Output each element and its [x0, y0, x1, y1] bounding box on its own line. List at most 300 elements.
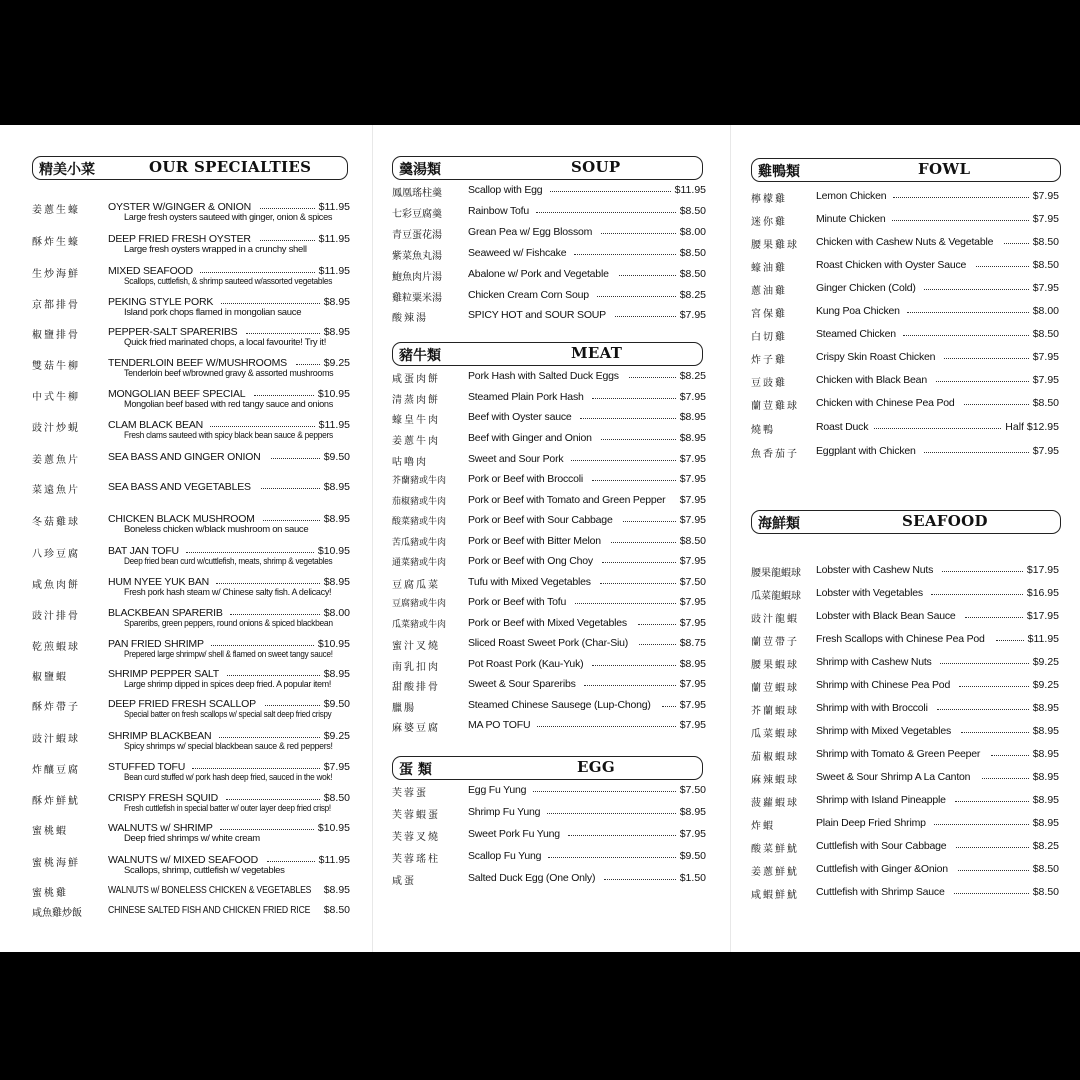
item-price: $7.95: [679, 309, 706, 321]
item-name: Pork or Beef with Sour Cabbage: [468, 514, 613, 526]
item-name: TENDERLOIN BEEF W/MUSHROOMS: [108, 357, 287, 369]
item-price: $8.50: [1032, 328, 1059, 340]
item-chinese-name: 酸菜鮮魷: [751, 844, 799, 855]
item-chinese-name: 芙蓉瑤柱: [392, 854, 440, 865]
leader-dots: [547, 813, 675, 814]
item-price: $7.95: [679, 617, 706, 629]
item-name: Pork or Beef with Broccoli: [468, 473, 584, 485]
item-name: Rainbow Tofu: [468, 205, 530, 217]
menu-item: [32, 233, 348, 253]
menu-item: [751, 679, 1061, 699]
item-description: Spicy shrimps w/ special blackbean sauce & red peppers!: [124, 741, 333, 752]
menu-item: [32, 545, 348, 565]
item-chinese-name: 豉汁龍蝦: [751, 614, 799, 625]
item-price: $9.25: [1032, 679, 1059, 691]
item-chinese-name: 咸蛋: [392, 876, 416, 887]
item-name: SPICY HOT and SOUR SOUP: [468, 309, 606, 321]
item-chinese-name: 雞粒粟米湯: [392, 293, 442, 304]
item-chinese-name: 椒鹽蝦: [32, 672, 68, 683]
item-name: PEKING STYLE PORK: [108, 296, 214, 308]
item-price: $8.95: [323, 326, 350, 338]
menu-item: [32, 326, 348, 346]
item-chinese-name: 蠔皇牛肉: [392, 415, 440, 426]
item-description: Fresh cuttlefish in special batter w/ outer layer deep fried crisp!: [124, 803, 331, 814]
item-chinese-name: 芙蓉叉燒: [392, 832, 440, 843]
item-name: Beef with Oyster sauce: [468, 411, 572, 423]
item-chinese-name: 酥炸帶子: [32, 702, 80, 713]
item-chinese-name: 豆腐豬或牛肉: [392, 599, 447, 609]
leader-dots: [961, 732, 1029, 733]
item-chinese-name: 紫菜魚丸湯: [392, 251, 442, 262]
item-price: $8.95: [1032, 702, 1059, 714]
item-price: $7.95: [679, 678, 706, 690]
menu-item: [751, 587, 1061, 607]
item-price: $8.95: [679, 411, 706, 423]
item-chinese-name: 蜜桃雞: [32, 888, 68, 899]
fold-line: [372, 125, 373, 952]
section-title: EGG: [577, 758, 615, 776]
item-chinese-name: 咸蝦鮮魷: [751, 890, 799, 901]
item-price: $8.95: [1032, 771, 1059, 783]
item-chinese-name: 豉汁蝦球: [32, 734, 80, 745]
item-price: $11.95: [318, 233, 350, 245]
item-name: SHRIMP PEPPER SALT: [108, 668, 219, 680]
menu-item: [32, 607, 348, 627]
item-name: Pork or Beef with Tofu: [468, 596, 567, 608]
leader-dots: [568, 835, 676, 836]
menu-item: [392, 784, 706, 804]
item-name: Steamed Chinese Sausege (Lup-Chong): [468, 699, 651, 711]
item-description: Scallops, cuttlefish, & shrimp sauteed w/assorted vegetables: [124, 276, 333, 287]
menu-section-specialties: [32, 125, 348, 952]
section-chinese-title: 羹湯類: [399, 162, 441, 178]
item-chinese-name: 清蒸肉餅: [392, 395, 440, 406]
leader-dots: [942, 571, 1023, 572]
leader-dots: [958, 870, 1029, 871]
item-chinese-name: 椒鹽排骨: [32, 330, 80, 341]
menu-item: [32, 296, 348, 316]
leader-dots: [982, 778, 1029, 779]
item-name: Shrimp with with Broccoli: [816, 702, 928, 714]
item-chinese-name: 麻辣蝦球: [751, 775, 799, 786]
leader-dots: [996, 640, 1024, 641]
item-chinese-name: 芥蘭豬或牛肉: [392, 476, 447, 486]
item-chinese-name: 炸釀豆腐: [32, 765, 80, 776]
item-description: Large fresh oysters sauteed with ginger, onion & spices: [124, 212, 333, 223]
item-name: BAT JAN TOFU: [108, 545, 179, 557]
menu-item: [32, 419, 348, 439]
item-name: CRISPY FRESH SQUID: [108, 792, 218, 804]
menu-item: [32, 761, 348, 781]
item-name: Chicken with Black Bean: [816, 374, 927, 386]
item-name: SHRIMP BLACKBEAN: [108, 730, 212, 742]
item-chinese-name: 雙菇牛柳: [32, 361, 80, 372]
item-price: $8.50: [679, 247, 706, 259]
item-chinese-name: 咕嚕肉: [392, 457, 428, 468]
item-price: $8.50: [323, 792, 350, 804]
item-chinese-name: 燒鴨: [751, 425, 775, 436]
item-chinese-name: 甜酸排骨: [392, 682, 440, 693]
item-chinese-name: 酥炸生蠔: [32, 237, 80, 248]
item-name: Cuttlefish with Sour Cabbage: [816, 840, 947, 852]
item-price: $7.95: [679, 596, 706, 608]
section-header-seafood: [751, 510, 1061, 534]
menu-item: [751, 817, 1061, 837]
menu-item: [32, 481, 348, 501]
item-name: Lemon Chicken: [816, 190, 887, 202]
item-chinese-name: 酸辣湯: [392, 313, 428, 324]
item-name: CHICKEN BLACK MUSHROOM: [108, 513, 255, 525]
menu-item: [751, 771, 1061, 791]
leader-dots: [221, 303, 320, 304]
item-name: Abalone w/ Pork and Vegetable: [468, 268, 609, 280]
leader-dots: [931, 594, 1022, 595]
item-price: $8.00: [323, 607, 350, 619]
item-description: Special batter on fresh scallops w/ special salt deep fried crispy: [124, 709, 332, 720]
leader-dots: [954, 893, 1029, 894]
item-name: Kung Poa Chicken: [816, 305, 900, 317]
item-name: Pork or Beef with Mixed Vegetables: [468, 617, 627, 629]
item-price: $9.50: [323, 698, 350, 710]
menu-item: [32, 822, 348, 842]
item-name: STUFFED TOFU: [108, 761, 186, 773]
item-chinese-name: 蜜汁叉燒: [392, 641, 440, 652]
menu-section-seafood: [751, 125, 1061, 952]
item-description: Fresh pork hash steam w/ Chinese salty fish. A delicacy!: [124, 587, 332, 598]
item-name: Shrimp with Island Pineapple: [816, 794, 946, 806]
item-chinese-name: 白切雞: [751, 332, 787, 343]
menu-item: [751, 702, 1061, 722]
item-price: $8.95: [323, 576, 350, 588]
item-name: Lobster with Vegetables: [816, 587, 923, 599]
item-price: $8.95: [679, 432, 706, 444]
item-chinese-name: 炸蝦: [751, 821, 775, 832]
item-description: Large shrimp dipped in spices deep fried. A popular item!: [124, 679, 332, 690]
item-chinese-name: 姜蔥鮮魷: [751, 867, 799, 878]
menu-item: [751, 564, 1061, 584]
item-name: Crispy Skin Roast Chicken: [816, 351, 936, 363]
item-name: Chicken with Cashew Nuts & Vegetable: [816, 236, 994, 248]
item-chinese-name: 蘭荳雞球: [751, 401, 799, 412]
item-chinese-name: 芙蓉蝦蛋: [392, 810, 440, 821]
item-description: Boneless chicken w/black mushroom on sauce: [124, 524, 309, 535]
menu-item: [392, 872, 706, 892]
item-description: Mongolian beef based with red tangy sauce and onions: [124, 399, 333, 410]
menu-item: [32, 668, 348, 688]
item-chinese-name: 豉汁炒蜆: [32, 423, 80, 434]
item-chinese-name: 蘭荳帶子: [751, 637, 799, 648]
item-chinese-name: 青豆蛋花湯: [392, 230, 442, 241]
leader-dots: [254, 395, 314, 396]
item-name: Chicken with Chinese Pea Pod: [816, 397, 955, 409]
item-name: Lobster with Cashew Nuts: [816, 564, 934, 576]
item-price: $7.95: [1032, 282, 1059, 294]
leader-dots: [260, 240, 315, 241]
item-price: $8.00: [679, 226, 706, 238]
item-name: Tufu with Mixed Vegetables: [468, 576, 591, 588]
leader-dots: [937, 709, 1029, 710]
item-price: $11.95: [318, 419, 350, 431]
item-price: $10.95: [317, 388, 350, 400]
item-chinese-name: 芙蓉蛋: [392, 788, 428, 799]
item-price: $10.95: [317, 822, 350, 834]
item-price: $9.25: [323, 357, 350, 369]
item-price: $8.95: [1032, 748, 1059, 760]
item-name: WALNUTS w/ BONELESS CHICKEN & VEGETABLES: [108, 884, 312, 896]
item-name: Ginger Chicken (Cold): [816, 282, 916, 294]
item-name: Lobster with Black Bean Sauce: [816, 610, 956, 622]
item-chinese-name: 腰果雞球: [751, 240, 799, 251]
item-price: $8.95: [323, 296, 350, 308]
menu-item: [32, 576, 348, 596]
item-price: $8.25: [1032, 840, 1059, 852]
item-price: $10.95: [317, 545, 350, 557]
item-name: Roast Duck: [816, 421, 869, 433]
item-name: Shrimp Fu Yung: [468, 806, 541, 818]
leader-dots: [246, 333, 320, 334]
item-chinese-name: 苦瓜豬或牛肉: [392, 538, 447, 548]
leader-dots: [548, 857, 675, 858]
item-price: $8.50: [1032, 236, 1059, 248]
fold-line: [730, 125, 731, 952]
item-name: SEA BASS AND GINGER ONION: [108, 451, 261, 463]
leader-dots: [186, 552, 314, 553]
item-chinese-name: 蠔油雞: [751, 263, 787, 274]
item-price: $8.50: [679, 268, 706, 280]
leader-dots: [200, 272, 315, 273]
item-price: $8.95: [323, 481, 350, 493]
item-chinese-name: 鳳凰瑤柱羹: [392, 188, 442, 199]
leader-dots: [220, 829, 314, 830]
item-chinese-name: 南乳扣肉: [392, 662, 440, 673]
menu-item: [32, 451, 348, 471]
item-description: Prepered large shrimpw/ shell & flamed on sweet tangy sauce!: [124, 649, 333, 660]
item-price: $11.95: [674, 184, 706, 196]
item-chinese-name: 蜜桃海鮮: [32, 858, 80, 869]
item-name: PAN FRIED SHRIMP: [108, 638, 204, 650]
item-price: $1.50: [679, 872, 706, 884]
item-chinese-name: 八珍豆腐: [32, 549, 80, 560]
item-name: BLACKBEAN SPARERIB: [108, 607, 223, 619]
item-chinese-name: 咸魚肉餅: [32, 580, 80, 591]
leader-dots: [267, 861, 315, 862]
item-chinese-name: 乾煎蝦球: [32, 642, 80, 653]
leader-dots: [227, 675, 320, 676]
item-price: $9.25: [323, 730, 350, 742]
section-title: SEAFOOD: [902, 512, 988, 530]
section-title: MEAT: [571, 344, 623, 362]
item-name: MA PO TOFU: [468, 719, 531, 731]
item-price: $8.00: [1032, 305, 1059, 317]
item-name: OYSTER W/GINGER & ONION: [108, 201, 251, 213]
item-chinese-name: 芥蘭蝦球: [751, 706, 799, 717]
item-chinese-name: 中式牛柳: [32, 392, 80, 403]
item-chinese-name: 菠蘿蝦球: [751, 798, 799, 809]
item-price: $8.50: [1032, 397, 1059, 409]
item-name: Seaweed w/ Fishcake: [468, 247, 567, 259]
leader-dots: [959, 686, 1028, 687]
item-name: Shrimp with Mixed Vegetables: [816, 725, 952, 737]
leader-dots: [265, 705, 320, 706]
menu-item: [32, 201, 348, 221]
item-price: $7.95: [679, 555, 706, 567]
item-price: $8.50: [679, 205, 706, 217]
item-chinese-name: 豉汁排骨: [32, 611, 80, 622]
item-price: $11.95: [318, 201, 350, 213]
item-name: PEPPER-SALT SPARERIBS: [108, 326, 238, 338]
item-price: $11.95: [318, 265, 350, 277]
leader-dots: [533, 791, 676, 792]
item-price: $7.95: [1032, 190, 1059, 202]
item-name: Sweet Pork Fu Yung: [468, 828, 560, 840]
item-price: $9.25: [1032, 656, 1059, 668]
item-price: $8.75: [679, 637, 706, 649]
leader-dots: [955, 801, 1028, 802]
leader-dots: [226, 799, 320, 800]
item-chinese-name: 瓜菜豬或牛肉: [392, 620, 447, 630]
leader-dots: [216, 583, 319, 584]
item-price: $8.50: [323, 904, 350, 916]
item-price: $7.95: [679, 453, 706, 465]
leader-dots: [192, 768, 320, 769]
leader-dots: [604, 879, 675, 880]
item-name: Sweet & Sour Spareribs: [468, 678, 576, 690]
item-price: $7.95: [679, 494, 706, 506]
item-chinese-name: 瓜菜蝦球: [751, 729, 799, 740]
item-name: MIXED SEAFOOD: [108, 265, 193, 277]
item-name: Pork or Beef with Tomato and Green Pepper: [468, 494, 666, 506]
menu-sheet: [0, 125, 1080, 952]
item-chinese-name: 瓜菜龍蝦球: [751, 591, 801, 602]
item-name: Fresh Scallops with Chinese Pea Pod: [816, 633, 985, 645]
item-chinese-name: 豆豉雞: [751, 378, 787, 389]
item-price: $7.95: [679, 828, 706, 840]
item-description: Spareribs, green peppers, round onions & spiced blackbean: [124, 618, 333, 629]
item-price: $8.50: [1032, 863, 1059, 875]
item-chinese-name: 檸檬雞: [751, 194, 787, 205]
item-price: $8.95: [679, 806, 706, 818]
item-name: CLAM BLACK BEAN: [108, 419, 204, 431]
leader-dots: [956, 847, 1029, 848]
item-chinese-name: 七彩豆腐羹: [392, 209, 442, 220]
leader-dots: [261, 488, 320, 489]
leader-dots: [934, 824, 1028, 825]
item-chinese-name: 酥炸鮮魷: [32, 796, 80, 807]
item-name: Grean Pea w/ Egg Blossom: [468, 226, 593, 238]
menu-item: [32, 854, 348, 874]
menu-item: [32, 638, 348, 658]
item-name: Sweet & Sour Shrimp A La Canton: [816, 771, 971, 783]
item-name: Eggplant with Chicken: [816, 445, 916, 457]
item-price: $8.95: [1032, 725, 1059, 737]
leader-dots: [965, 617, 1023, 618]
item-price: $17.95: [1026, 610, 1059, 622]
item-chinese-name: 麻婆豆腐: [392, 723, 440, 734]
menu-item: [751, 886, 1061, 906]
item-price: $11.95: [1027, 633, 1059, 645]
item-price: $8.95: [323, 513, 350, 525]
menu-item: [392, 828, 706, 848]
menu-item: [32, 904, 348, 924]
item-price: $16.95: [1026, 587, 1059, 599]
item-chinese-name: 炸子雞: [751, 355, 787, 366]
item-name: Sweet and Sour Pork: [468, 453, 564, 465]
menu-item: [32, 698, 348, 718]
menu-item: [32, 388, 348, 408]
menu-item: [751, 748, 1061, 768]
item-price: Half $12.95: [1005, 421, 1059, 433]
item-price: $7.50: [679, 784, 706, 796]
item-chinese-name: 蜜桃蝦: [32, 826, 68, 837]
item-name: Pork or Beef with Ong Choy: [468, 555, 593, 567]
item-name: Shrimp with Chinese Pea Pod: [816, 679, 951, 691]
item-name: Shrimp with Cashew Nuts: [816, 656, 932, 668]
item-name: Cuttlefish with Shrimp Sauce: [816, 886, 945, 898]
menu-item: [751, 840, 1061, 860]
item-chinese-name: 通菜豬或牛肉: [392, 558, 447, 568]
item-description: Large fresh oysters wrapped in a crunchy shell: [124, 244, 307, 255]
item-chinese-name: 姜蔥生蠔: [32, 205, 80, 216]
item-chinese-name: 宮保雞: [751, 309, 787, 320]
leader-dots: [210, 426, 315, 427]
item-name: Steamed Plain Pork Hash: [468, 391, 584, 403]
item-price: $8.95: [679, 658, 706, 670]
item-price: $7.95: [679, 514, 706, 526]
item-chinese-name: 鮑魚肉片湯: [392, 272, 442, 283]
item-chinese-name: 姜蔥魚片: [32, 455, 80, 466]
section-title: SOUP: [571, 158, 621, 176]
item-name: Plain Deep Fried Shrimp: [816, 817, 926, 829]
item-name: Roast Chicken with Oyster Sauce: [816, 259, 967, 271]
item-price: $8.50: [1032, 886, 1059, 898]
item-name: CHINESE SALTED FISH AND CHICKEN FRIED RICE: [108, 904, 311, 916]
menu-item: [32, 513, 348, 533]
item-price: $7.95: [679, 699, 706, 711]
item-chinese-name: 咸蛋肉餅: [392, 374, 440, 385]
menu-item: [392, 806, 706, 826]
leader-dots: [230, 614, 319, 615]
item-name: Cuttlefish with Ginger &Onion: [816, 863, 948, 875]
item-price: $7.95: [1032, 445, 1059, 457]
leader-dots: [263, 520, 320, 521]
menu-item: [751, 794, 1061, 814]
leader-dots: [940, 663, 1029, 664]
leader-dots: [991, 755, 1029, 756]
item-price: $7.95: [1032, 374, 1059, 386]
item-name: Pot Roast Pork (Kau-Yuk): [468, 658, 584, 670]
item-name: Egg Fu Yung: [468, 784, 527, 796]
item-price: $7.95: [323, 761, 350, 773]
item-price: $8.50: [1032, 259, 1059, 271]
item-price: $7.50: [679, 576, 706, 588]
section-chinese-title: 精美小菜: [39, 162, 95, 178]
item-name: Beef with Ginger and Onion: [468, 432, 592, 444]
item-chinese-name: 酸菜豬或牛肉: [392, 517, 447, 527]
item-description: Island pork chops flamed in mongolian sauce: [124, 307, 302, 318]
item-description: Bean curd stuffed w/ pork hash deep fried, sauced in the wok!: [124, 772, 333, 783]
section-chinese-title: 蛋 類: [399, 762, 432, 778]
item-name: DEEP FRIED FRESH SCALLOP: [108, 698, 256, 710]
section-header-specialties: [32, 156, 348, 180]
item-name: Shrimp with Tomato & Green Peeper: [816, 748, 981, 760]
item-chinese-name: 姜蔥牛肉: [392, 436, 440, 447]
item-price: $11.95: [318, 854, 350, 866]
item-price: $9.50: [323, 451, 350, 463]
item-price: $8.95: [323, 884, 350, 896]
item-chinese-name: 茄椒豬或牛肉: [392, 497, 447, 507]
item-name: Chicken Cream Corn Soup: [468, 289, 589, 301]
section-title: FOWL: [918, 160, 971, 178]
